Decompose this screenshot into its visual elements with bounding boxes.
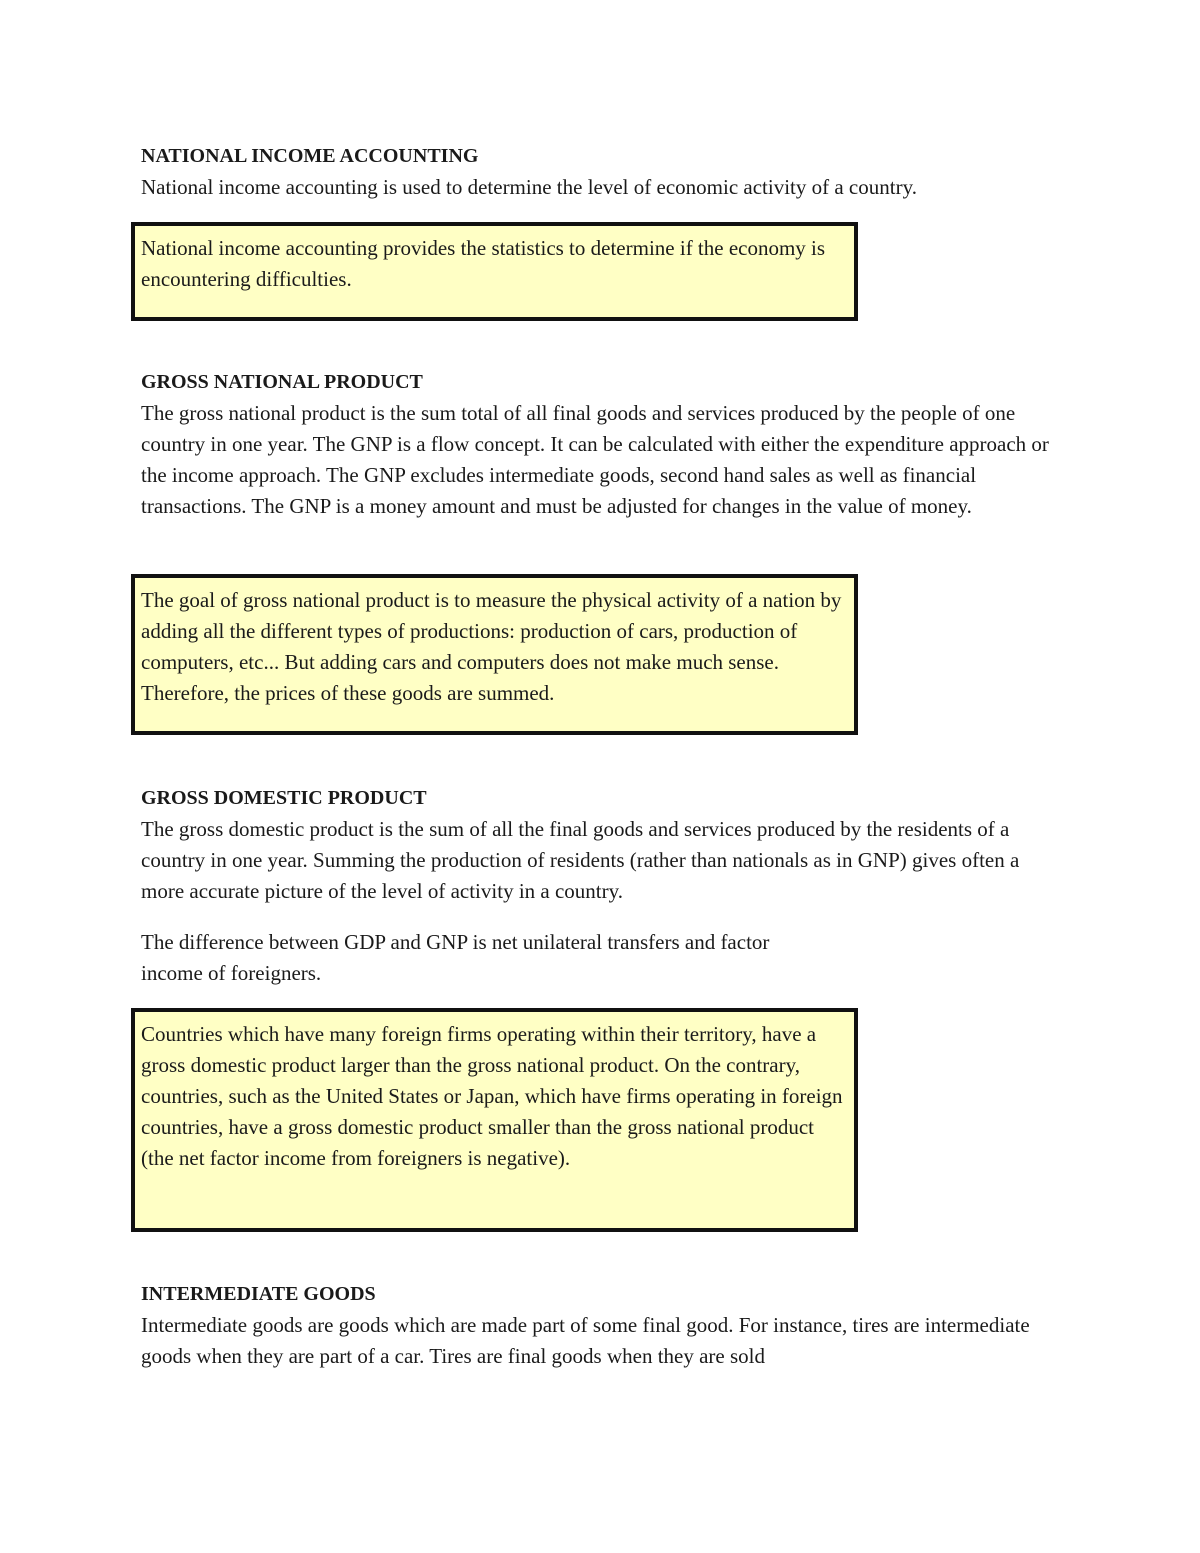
note-box [131, 574, 858, 735]
section-body: Intermediate goods are goods which are made part of some final good. For instance, tires are intermediate goods when they are part of a car. Tires are final goods when they are sold [141, 1313, 1030, 1368]
note-box [131, 222, 858, 321]
note-text: The goal of gross national product is to measure the physical activity of a nation by adding all the different types of productions: production of cars, production of computers, etc... But adding cars and computers does not make much sense. Therefore, the prices of these goods are summed. [141, 588, 842, 705]
section-gross-domestic-product [141, 783, 1066, 907]
section-heading: INTERMEDIATE GOODS [141, 1283, 376, 1305]
note-text: National income accounting provides the statistics to determine if the economy is encountering difficulties. [141, 236, 826, 291]
note-box [131, 1008, 858, 1232]
section-body: The gross domestic product is the sum of all the final goods and services produced by the residents of a country in one year. Summing the production of residents (rather than nationals as in GNP) gives often a more accurate picture of the level of activity in a country. [141, 817, 1020, 903]
section-body: National income accounting is used to determine the level of economic activity of a country. [141, 175, 917, 199]
section-body-2-text: The difference between GDP and GNP is net unilateral transfers and factor income of foreigners. [141, 930, 770, 985]
section-heading: NATIONAL INCOME ACCOUNTING [141, 145, 479, 167]
section-body-2 [141, 927, 791, 989]
note-text: Countries which have many foreign firms operating within their territory, have a gross domestic product larger than the gross national product. On the contrary, countries, such as the United States or Japan, which have firms operating in foreign countries, have a gross domestic product smaller than the gross national product (the net factor income from foreigners is negative). [141, 1022, 843, 1170]
section-heading: GROSS NATIONAL PRODUCT [141, 371, 423, 393]
section-heading: GROSS DOMESTIC PRODUCT [141, 787, 427, 809]
section-intermediate-goods [141, 1279, 1066, 1372]
section-national-income-accounting [141, 141, 1066, 203]
section-gross-national-product [141, 367, 1066, 522]
section-body: The gross national product is the sum total of all final goods and services produced by the people of one country in one year. The GNP is a flow concept. It can be calculated with either the expenditure approach or the income approach. The GNP excludes intermediate goods, second hand sales as well as financial transactions. The GNP is a money amount and must be adjusted for changes in the value of money. [141, 401, 1049, 518]
